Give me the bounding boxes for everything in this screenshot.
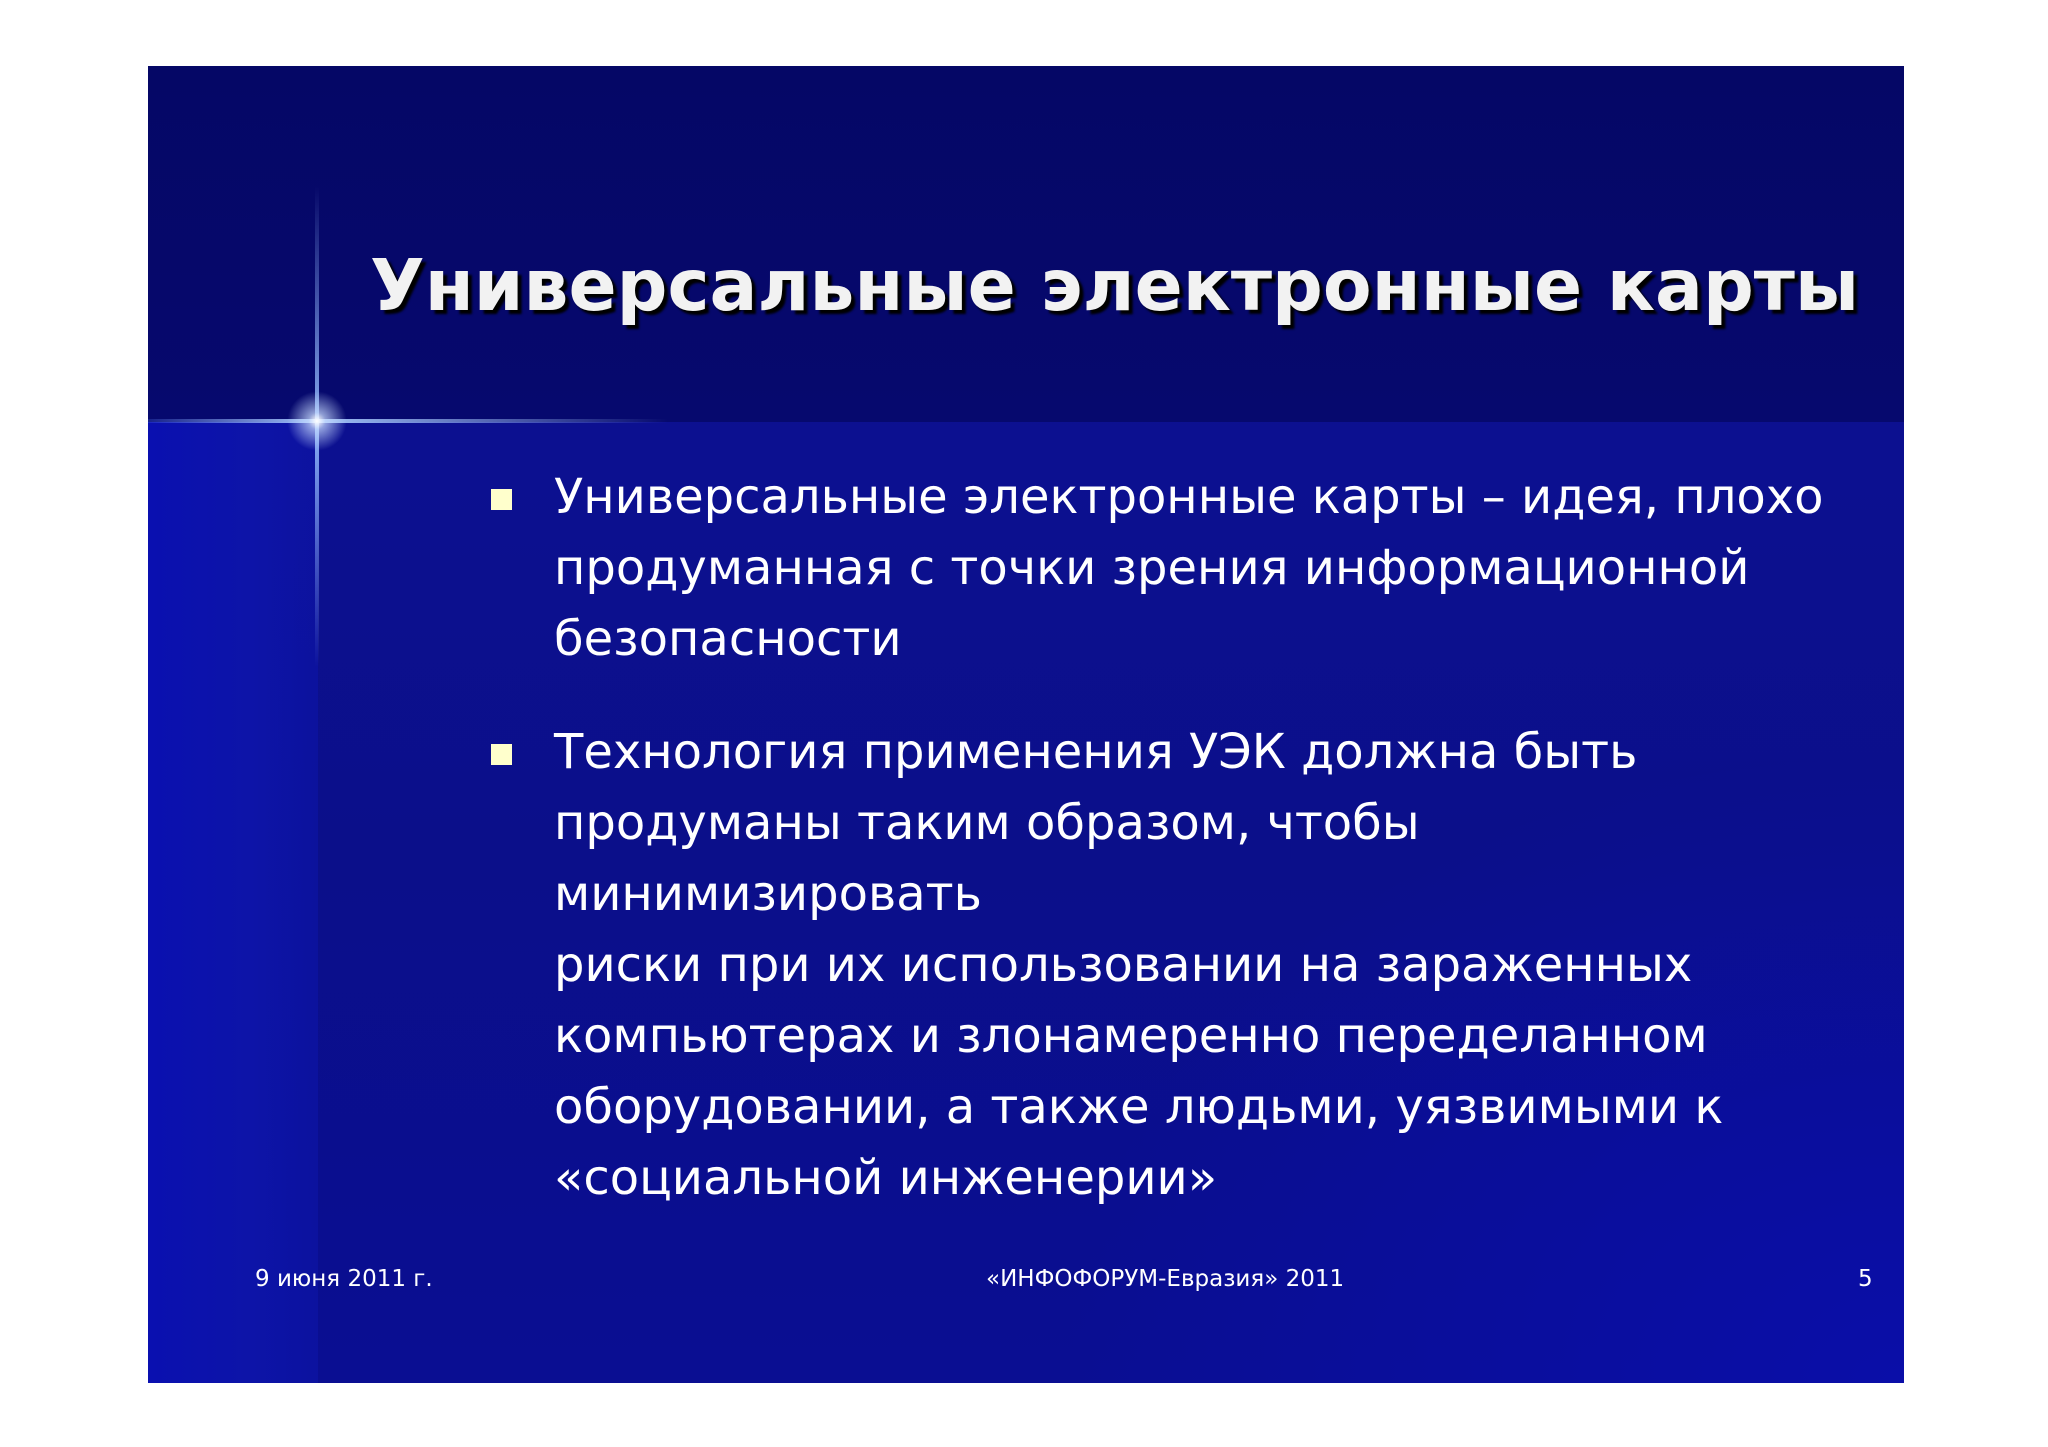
bullet-line: «социальной инженерии» <box>554 1150 1218 1206</box>
bullet-line: оборудовании, а также людьми, уязвимыми к <box>554 1079 1724 1135</box>
bullet-line: риски при их использовании на зараженных <box>554 937 1693 993</box>
bullet-item <box>338 717 1858 1214</box>
footer-event: «ИНФОФОРУМ-Евразия» 2011 <box>986 1266 1345 1292</box>
bullet-item <box>338 462 1858 675</box>
bullet-line: компьютерах и злонамеренно переделанном <box>554 1008 1708 1064</box>
bullet-line: Универсальные электронные карты – идея, плохо <box>554 469 1824 525</box>
horizontal-light-line <box>148 419 668 423</box>
square-bullet-icon <box>338 717 554 788</box>
sparkle-icon <box>287 391 347 451</box>
footer-date: 9 июня 2011 г. <box>255 1266 433 1292</box>
bullet-line: безопасности <box>554 611 902 667</box>
page-number: 5 <box>1858 1266 1873 1292</box>
bullet-line: продуманная с точки зрения информационной <box>554 540 1750 596</box>
slide-title: Универсальные электронные карты <box>370 244 1860 327</box>
square-bullet-icon <box>338 462 554 533</box>
left-accent-strip <box>148 422 318 1383</box>
slide <box>148 66 1904 1383</box>
bullet-line: продуманы таким образом, чтобы минимизировать <box>554 795 1420 922</box>
bullet-list <box>338 462 1858 1256</box>
bullet-line: Технология применения УЭК должна быть <box>554 724 1638 780</box>
